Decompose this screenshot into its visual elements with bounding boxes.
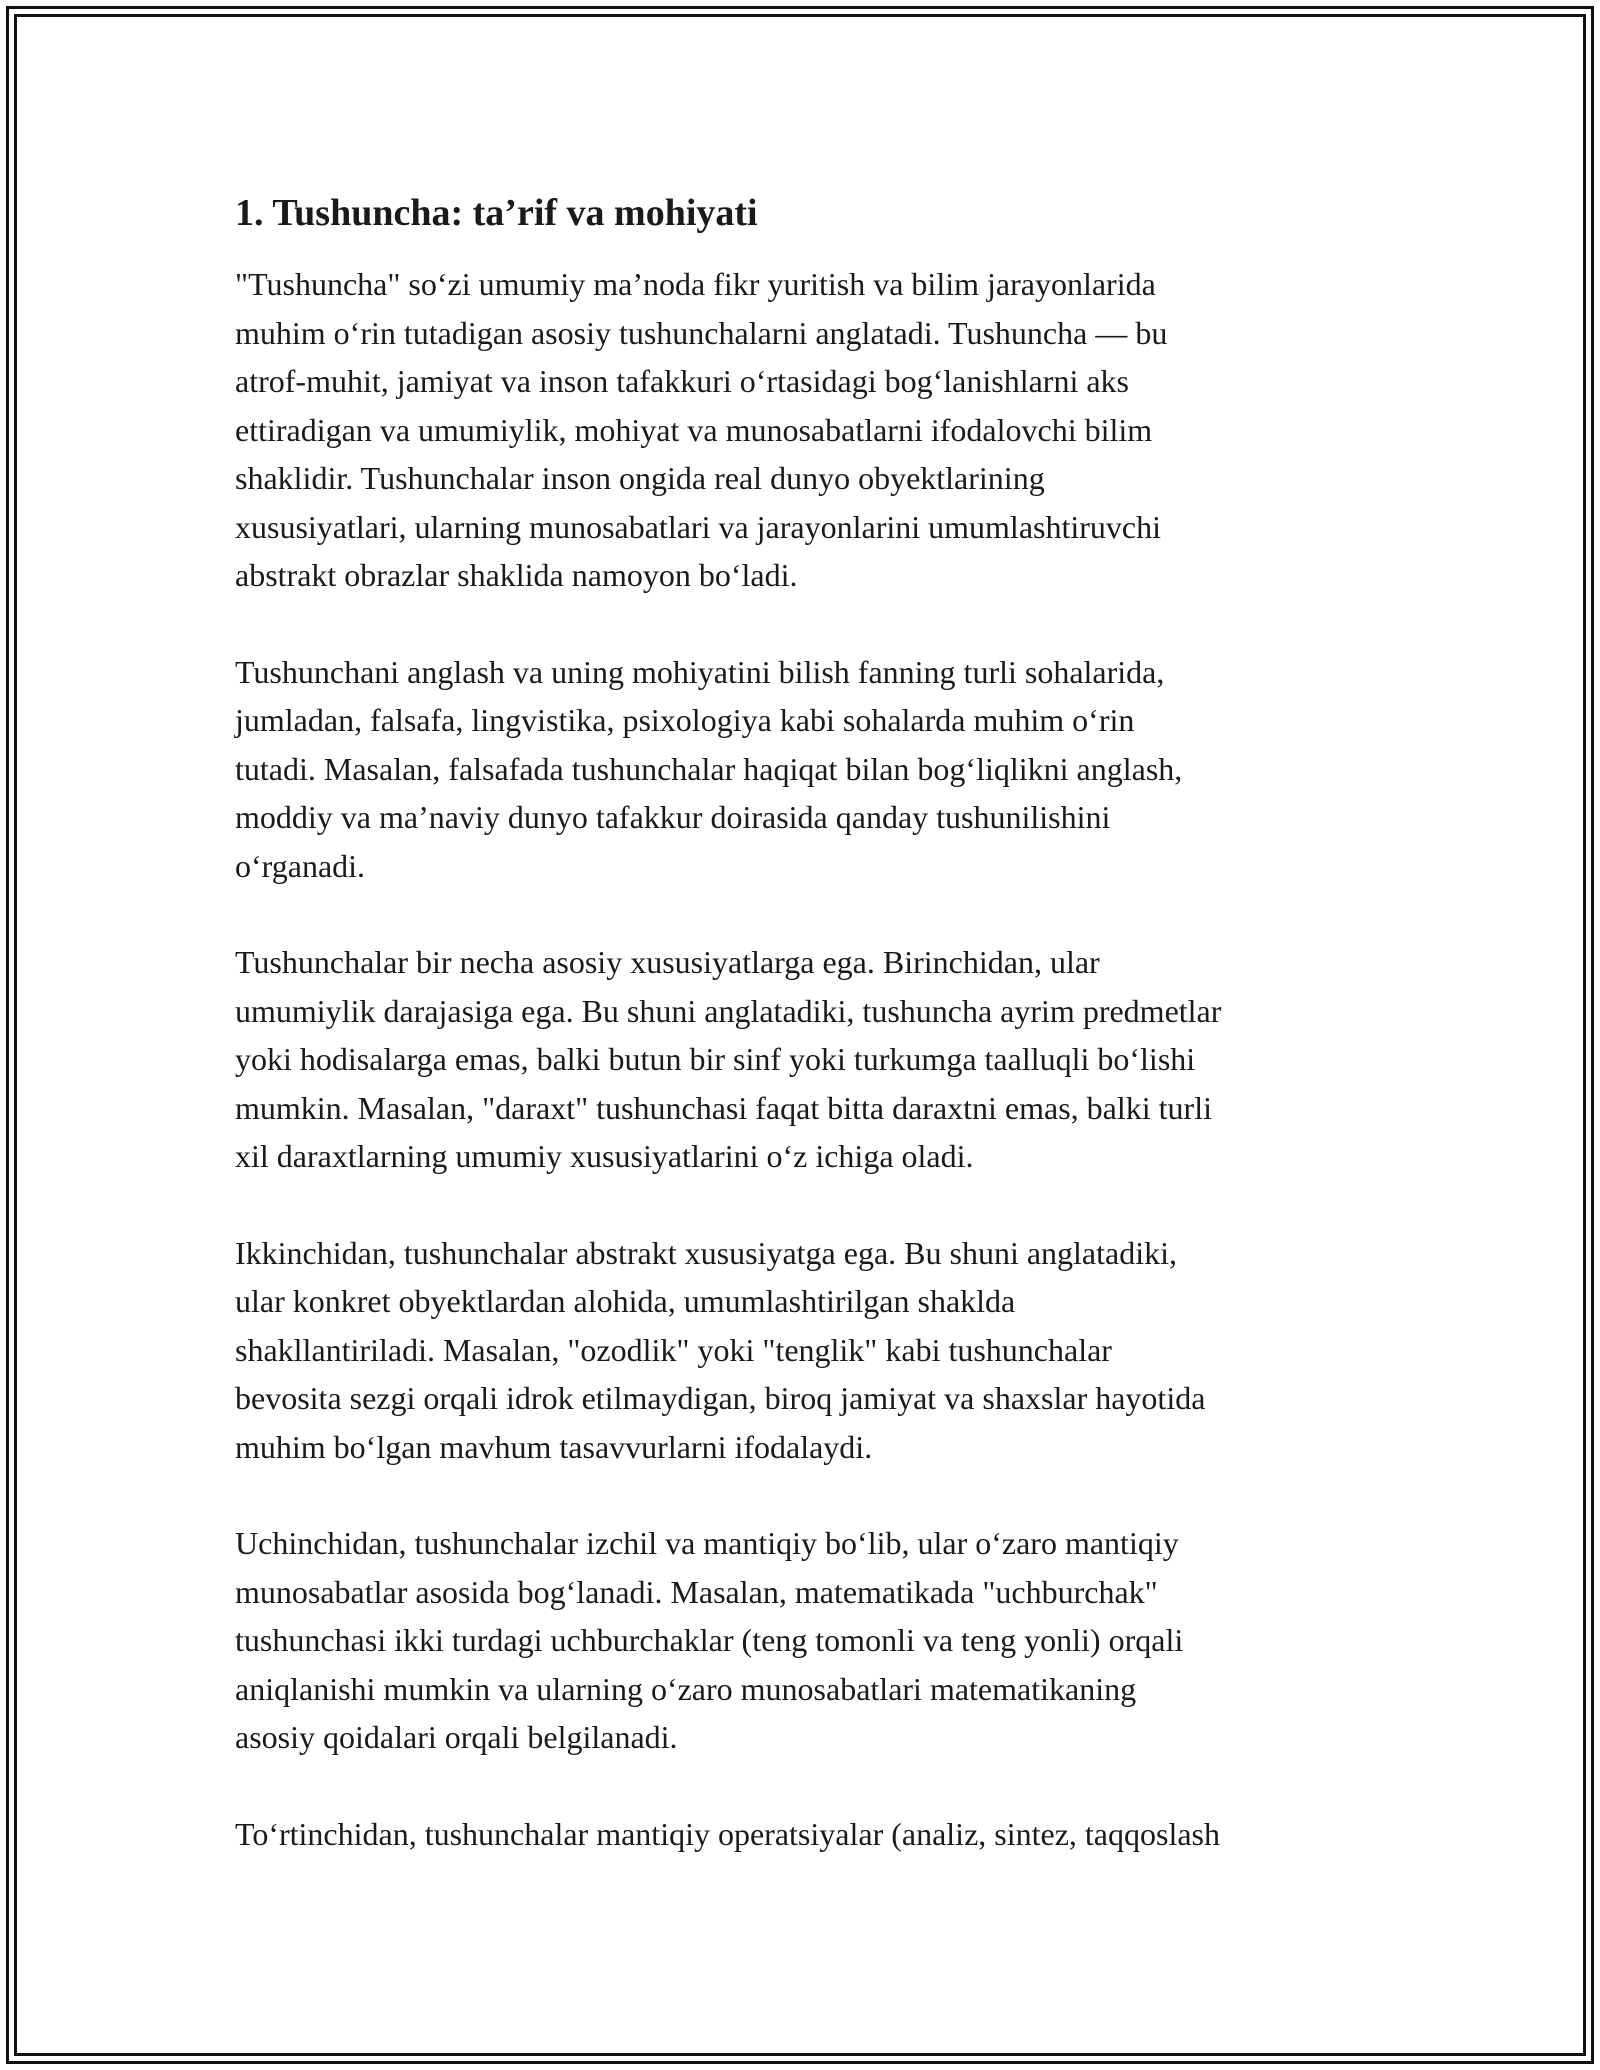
paragraph-first-property: Tushunchalar bir necha asosiy xususiyatlarga ega. Birinchidan, ular umumiylik darajasiga ega. Bu shuni anglatadiki, tushuncha ayrim predmetlar yoki hodisalarga emas, balki butun bir sinf yoki turkumga taalluqli bo‘lishi mumkin. Masalan, "daraxt" tushunchasi faqat bitta daraxtni emas, balki turli xil daraxtlarning umumiy xususiyatlarini o‘z ichiga oladi. (235, 944, 1222, 1174)
paragraph-fourth-property: To‘rtinchidan, tushunchalar mantiqiy operatsiyalar (analiz, sintez, taqqoslash (235, 1815, 1220, 1852)
paragraph-definition: "Tushuncha" so‘zi umumiy ma’noda fikr yuritish va bilim jarayonlarida muhim o‘rin tutadigan asosiy tushunchalarni anglatadi. Tushuncha — bu atrof-muhit, jamiyat va inson tafakkuri o‘rtasidagi bog‘lanishlarni aks ettiradigan va umumiylik, mohiyat va munosabatlarni ifodalovchi bilim shaklidir. Tushunchalar inson ongida real dunyo obyektlarining xususiyatlari, ularning munosabatlari va jarayonlarini umumlashtiruvchi abstrakt obrazlar shaklida namoyon bo‘ladi. (235, 266, 1168, 593)
paragraph-sciences: Tushunchani anglash va uning mohiyatini bilish fanning turli sohalarida, jumladan, falsafa, lingvistika, psixologiya kabi sohalarda muhim o‘rin tutadi. Masalan, falsafada tushunchalar haqiqat bilan bog‘liqlikni anglash, moddiy va ma’naviy dunyo tafakkur doirasida qanday tushunilishini o‘rganadi. (235, 653, 1183, 884)
section-heading: 1. Tushuncha: ta’rif va mohiyati (235, 192, 758, 234)
document-body (235, 184, 1385, 1906)
paragraph-third-property: Uchinchidan, tushunchalar izchil va mantiqiy bo‘lib, ular o‘zaro mantiqiy munosabatlar asosida bog‘lanadi. Masalan, matematikada "uchburchak" tushunchasi ikki turdagi uchburchaklar (teng tomonli va teng yonli) orqali aniqlanishi mumkin va ularning o‘zaro munosabatlari matematikaning asosiy qoidalari orqali belgilanadi. (235, 1525, 1184, 1755)
paragraph-second-property: Ikkinchidan, tushunchalar abstrakt xususiyatga ega. Bu shuni anglatadiki, ular konkret obyektlardan alohida, umumlashtirilgan shaklda shakllantiriladi. Masalan, "ozodlik" yoki "tenglik" kabi tushunchalar bevosita sezgi orqali idrok etilmaydigan, biroq jamiyat va shaxslar hayotida muhim bo‘lgan mavhum tasavvurlarni ifodalaydi. (235, 1234, 1206, 1465)
